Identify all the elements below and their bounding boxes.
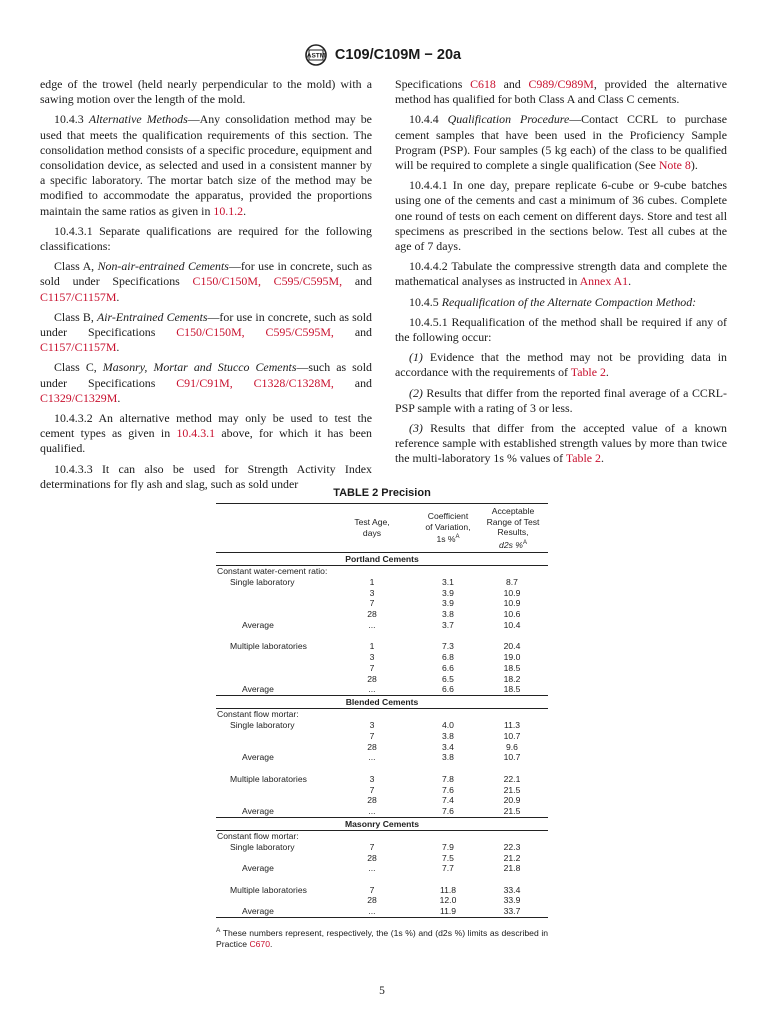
cell-coefficient: 3.9 <box>442 598 454 609</box>
cell-range: 21.5 <box>503 806 521 817</box>
paragraph-10-4-3-2: 10.4.3.2 An alternative method may only be used to test the cement types as given in 10.4.3.1 above, for which it has been qualified. <box>40 411 372 456</box>
cell-range: 10.4 <box>503 619 521 630</box>
cell-range: 10.7 <box>503 730 521 741</box>
link-class-a-specs[interactable]: C150/C150M, C595/C595M, <box>192 274 343 289</box>
header-test-age: Test Age, days <box>354 517 390 538</box>
paragraph-10-4-3-1: 10.4.3.1 Separate qualifications are required for the following classifications: <box>40 223 372 254</box>
cell-coefficient: 6.5 <box>442 673 454 684</box>
table-row <box>216 731 548 742</box>
page-number: 5 <box>379 985 385 997</box>
cell-coefficient: 7.6 <box>442 784 454 795</box>
cell-coefficient: 3.8 <box>442 752 454 763</box>
table-row <box>216 641 548 652</box>
link-annex-a1[interactable]: Annex A1 <box>579 274 629 289</box>
average-label: Average <box>242 684 274 695</box>
cell-coefficient: 7.3 <box>442 641 454 652</box>
heading-alternative-methods: Alternative Methods <box>88 112 188 127</box>
table-footnote: $^A$ These numbers represent, respectively, the (1s %) and (d2s %) limits as described in Practice C670. <box>216 927 549 949</box>
cell-test-age: 7 <box>369 884 375 895</box>
table-row <box>216 785 548 796</box>
cell-coefficient: 6.8 <box>442 652 454 663</box>
table-row <box>216 774 548 785</box>
cell-test-age: 7 <box>369 841 375 852</box>
cell-range: 33.4 <box>503 884 521 895</box>
cell-range: 22.1 <box>503 773 521 784</box>
document-designation: C109/C109M − 20a <box>334 47 462 63</box>
cell-test-age: 7 <box>369 730 375 741</box>
cell-test-age: ... <box>368 906 376 917</box>
paragraph-class-a: Class A, Non-air-entrained Cements—for use in concrete, such as sold under Specifications C150/C150M, C595/C595M, and C1157/C1157M. <box>40 259 372 304</box>
cell-range: 9.6 <box>506 741 518 752</box>
cell-range: 10.7 <box>503 752 521 763</box>
link-class-b-specs[interactable]: C150/C150M, C595/C595M, <box>176 325 334 340</box>
average-label: Average <box>242 619 274 630</box>
table-average-row <box>216 906 548 918</box>
cell-range: 11.3 <box>503 720 521 731</box>
cell-test-age: 1 <box>369 576 375 587</box>
cell-range: 21.5 <box>503 784 521 795</box>
cell-coefficient: 11.9 <box>439 906 457 917</box>
table-row <box>216 674 548 685</box>
table-spacer <box>216 631 548 642</box>
table-average-row <box>216 863 548 874</box>
cell-test-age: ... <box>368 863 376 874</box>
cell-test-age: 7 <box>369 662 375 673</box>
link-table-2-a[interactable]: Table 2 <box>570 365 606 380</box>
astm-logo-text: ASTM <box>306 52 326 60</box>
group-label: Multiple laboratories <box>230 641 307 652</box>
table-row <box>216 795 548 806</box>
paragraph-10-4-4-2: 10.4.4.2 Tabulate the compressive strength data and complete the mathematical analyses as instructed in Annex A1. <box>395 259 727 289</box>
table-average-row <box>216 752 548 763</box>
cell-test-age: 28 <box>367 852 377 863</box>
cell-coefficient: 7.4 <box>442 795 454 806</box>
cell-coefficient: 12.0 <box>439 895 457 906</box>
group-label: Multiple laboratories <box>230 884 307 895</box>
table-row <box>216 663 548 674</box>
page-header <box>0 44 764 66</box>
cell-range: 20.9 <box>503 795 521 806</box>
cell-coefficient: 3.4 <box>442 741 454 752</box>
astm-logo-icon <box>303 44 329 66</box>
cell-coefficient: 6.6 <box>442 684 454 695</box>
heading-qualification-procedure: Qualification Procedure <box>447 112 570 127</box>
group-label: Multiple laboratories <box>230 773 307 784</box>
link-class-c-specs[interactable]: C91/C91M, C1328/C1328M, <box>176 375 334 390</box>
cell-test-age: ... <box>368 619 376 630</box>
paragraph-item-2: (2) Results that differ from the reported final average of a CCRL-PSP sample with a rating of 3 or less. <box>395 385 727 415</box>
cell-test-age: 3 <box>369 720 375 731</box>
table-section-heading: Portland Cements <box>216 553 548 566</box>
cell-coefficient: 3.8 <box>442 730 454 741</box>
cell-coefficient: 7.5 <box>442 852 454 863</box>
paragraph-specifications: Specifications C618 and C989/C989M, provided the alternative method has qualified for both Class A and Class C cements. <box>395 77 727 107</box>
right-column <box>395 77 727 472</box>
group-label: Single laboratory <box>230 576 295 587</box>
precision-table <box>216 503 548 918</box>
link-class-c-c1329[interactable]: C1329/C1329M <box>40 390 118 405</box>
cell-test-age: ... <box>368 806 376 817</box>
cell-test-age: 28 <box>367 895 377 906</box>
table-row <box>216 652 548 663</box>
condition-label: Constant flow mortar: <box>217 830 299 841</box>
paragraph-trowel: edge of the trowel (held nearly perpendicular to the mold) with a sawing motion over the length of the mold. <box>40 77 372 107</box>
left-column <box>40 77 372 497</box>
table-condition-row <box>216 566 548 577</box>
link-10-4-3-1[interactable]: 10.4.3.1 <box>176 426 216 441</box>
cell-range: 10.9 <box>503 598 521 609</box>
table-spacer <box>216 763 548 774</box>
cell-coefficient: 3.8 <box>442 609 454 620</box>
header-coefficient: Coefficient of Variation, 1s %$^A$ <box>425 511 471 544</box>
cell-range: 18.5 <box>503 662 521 673</box>
table-title: TABLE 2 Precision <box>333 487 431 499</box>
paragraph-10-4-4: 10.4.4 Qualification Procedure—Contact CCRL to purchase cement samples that have been used in the Proficiency Sample Program (PSP). Four samples (5 kg each) of the class to be qualified will be required to complete a single qualification (See Note 8). <box>395 112 727 173</box>
cell-test-age: 28 <box>367 609 377 620</box>
cell-range: 19.0 <box>503 652 521 663</box>
table-section-heading: Blended Cements <box>216 696 548 709</box>
cell-coefficient: 3.9 <box>442 587 454 598</box>
table-condition-row <box>216 709 548 720</box>
average-label: Average <box>242 752 274 763</box>
table-spacer <box>216 874 548 885</box>
paragraph-10-4-5: 10.4.5 Requalification of the Alternate Compaction Method: <box>409 294 697 309</box>
cell-test-age: 28 <box>367 795 377 806</box>
cell-test-age: 3 <box>369 652 375 663</box>
table-average-row <box>216 620 548 631</box>
group-label: Single laboratory <box>230 720 295 731</box>
link-note-8[interactable]: Note 8 <box>658 158 691 173</box>
cell-test-age: 28 <box>367 741 377 752</box>
paragraph-10-4-4-1: 10.4.4.1 In one day, prepare replicate 6-cube or 9-cube batches using one of the cements and cast a minimum of 36 cubes. Complete one round of tests on each cement on different days. Store and test all specimens as prescribed in the sections below. Test all cubes at the age of 7 days. <box>395 178 727 254</box>
cell-coefficient: 7.9 <box>442 841 454 852</box>
cell-coefficient: 4.0 <box>442 720 454 731</box>
cell-range: 21.2 <box>503 852 521 863</box>
table-body <box>216 553 548 918</box>
paragraph-item-1: (1) Evidence that the method may not be providing data in accordance with the requirements of Table 2. <box>395 350 727 380</box>
cell-range: 18.2 <box>503 673 521 684</box>
table-row <box>216 742 548 753</box>
link-c989[interactable]: C989/C989M <box>528 77 594 91</box>
table-row <box>216 588 548 599</box>
cell-range: 10.6 <box>503 609 521 620</box>
table-row <box>216 895 548 906</box>
cell-range: 10.9 <box>503 587 521 598</box>
cell-coefficient: 7.6 <box>442 806 454 817</box>
paragraph-10-4-3: 10.4.3 Alternative Methods—Any consolidation method may be used that meets the qualification requirements of this section. The consolidation method consists of a specific procedure, equipment and consolidation device, as selected and used in a consistent manner by a specific laboratory. The mortar batch size of the method may be modified to accommodate the apparatus, provided the proportions maintain the same ratios as given in 10.1.2. <box>40 112 372 218</box>
link-class-b-c1157[interactable]: C1157/C1157M <box>40 340 117 355</box>
cell-range: 22.3 <box>503 841 521 852</box>
cell-test-age: ... <box>368 752 376 763</box>
link-c618[interactable]: C618 <box>470 77 496 91</box>
table-row <box>216 842 548 853</box>
paragraph-item-3: (3) Results that differ from the accepted value of a known reference sample with established strength values by more than twice the multi-laboratory 1s % values of Table 2. <box>395 421 727 466</box>
paragraph-10-4-5-1: 10.4.5.1 Requalification of the method shall be required if any of the following occur: <box>395 314 727 345</box>
condition-label: Constant flow mortar: <box>217 709 299 720</box>
paragraph-10-4-3-3: 10.4.3.3 It can also be used for Strength Activity Index determinations for fly ash and slag, such as sold under <box>40 461 372 491</box>
table-average-row <box>216 806 548 818</box>
cell-test-age: 28 <box>367 673 377 684</box>
table-average-row <box>216 684 548 696</box>
table-section-heading: Masonry Cements <box>216 818 548 831</box>
table-row <box>216 609 548 620</box>
paragraph-class-c: Class C, Masonry, Mortar and Stucco Cements—such as sold under Specifications C91/C91M, C1328/C1328M, and C1329/C1329M. <box>40 360 372 405</box>
cell-test-age: 1 <box>369 641 375 652</box>
link-c670[interactable]: C670 <box>249 938 270 949</box>
average-label: Average <box>242 906 274 917</box>
cell-test-age: 3 <box>369 773 375 784</box>
cell-range: 18.5 <box>503 684 521 695</box>
table-condition-row <box>216 831 548 842</box>
cell-range: 20.4 <box>503 641 521 652</box>
table-row <box>216 885 548 896</box>
header-acceptable-range: Acceptable Range of Test Results, d2s %$^A$ <box>486 506 540 550</box>
cell-coefficient: 3.1 <box>442 576 454 587</box>
cell-coefficient: 3.7 <box>442 619 454 630</box>
condition-label: Constant water-cement ratio: <box>217 566 328 576</box>
cell-range: 21.8 <box>503 863 521 874</box>
link-10-1-2[interactable]: 10.1.2 <box>213 203 244 218</box>
cell-range: 8.7 <box>506 576 518 587</box>
paragraph-class-b: Class B, Air-Entrained Cements—for use in concrete, such as sold under Specifications C150/C150M, C595/C595M, and C1157/C1157M. <box>40 309 372 355</box>
table-row <box>216 577 548 588</box>
cell-coefficient: 7.8 <box>442 773 454 784</box>
table-row <box>216 720 548 731</box>
table-header <box>216 503 548 553</box>
cell-range: 33.7 <box>503 906 521 917</box>
cell-test-age: 3 <box>369 587 375 598</box>
table-row <box>216 598 548 609</box>
heading-requalification: Requalification of the Alternate Compaction Method: <box>441 294 697 309</box>
cell-test-age: 7 <box>369 598 375 609</box>
cell-test-age: 7 <box>369 784 375 795</box>
cell-range: 33.9 <box>503 895 521 906</box>
average-label: Average <box>242 806 274 817</box>
group-label: Single laboratory <box>230 841 295 852</box>
cell-coefficient: 6.6 <box>442 662 454 673</box>
cell-coefficient: 7.7 <box>442 863 454 874</box>
cell-test-age: ... <box>368 684 376 695</box>
average-label: Average <box>242 863 274 874</box>
link-class-a-c1157[interactable]: C1157/C1157M <box>40 289 117 304</box>
link-table-2-b[interactable]: Table 2 <box>565 451 601 466</box>
table-row <box>216 853 548 864</box>
cell-coefficient: 11.8 <box>439 884 457 895</box>
